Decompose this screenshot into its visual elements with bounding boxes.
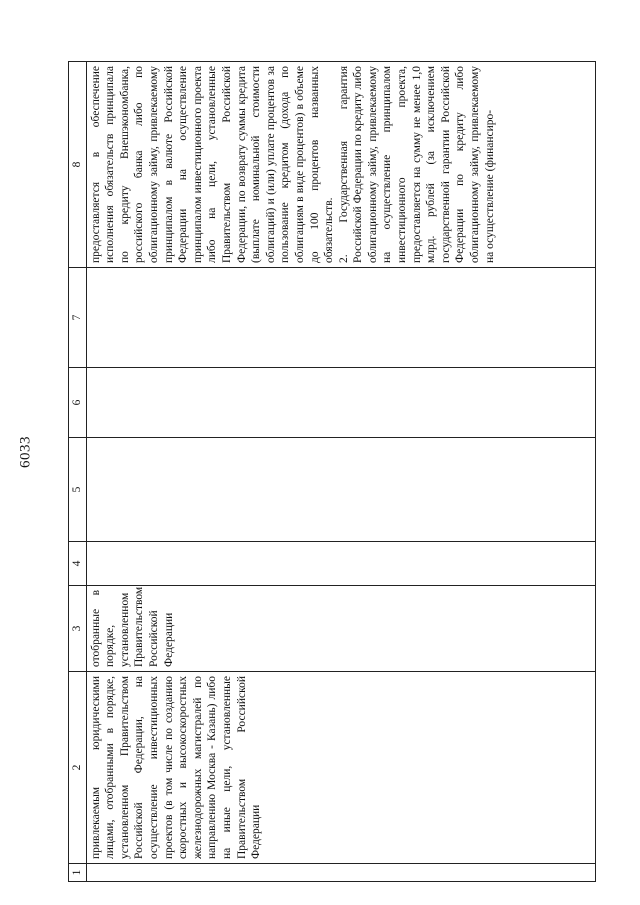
cell-col-7	[86, 268, 595, 368]
cell-col-2-purpose: привлекаемым юридическими лицами, отобранными в порядке, установленном Правительством Российской Федерации, на осуществление инвестиционных проектов (в том числе по созданию скоростных и высокоскоростных железнодорожных магистралей по направлению Москва - Казань) либо на иные цели, установленные Правительством Российской Федерации	[86, 672, 595, 864]
conditions-paragraph-1: предоставляется в обеспечение исполнения обязательств принципала по кредиту Внешэкономбанка, российского банка либо по облигационному займу, привлекаемому принципалом в валюте Российской Федерации на осуществление принципалом инвестиционного проекта либо на цели, установленные Правительством Российской Федерации, по возврату суммы кредита (выплате номинальной стоимости облигаций) и (или) уплате процентов за пользование кредитом (дохода по облигациям в виде процентов) в объеме до 100 процентов названных обязательств.	[89, 66, 336, 263]
table-row	[86, 62, 595, 882]
cell-col-1	[86, 864, 595, 882]
column-header-3: 3	[69, 586, 87, 672]
guarantee-table	[68, 61, 596, 882]
column-header-6: 6	[69, 368, 87, 438]
cell-col-8-conditions	[86, 62, 595, 268]
rotated-table-sheet	[68, 62, 596, 882]
column-header-8: 8	[69, 62, 87, 268]
column-header-2: 2	[69, 672, 87, 864]
header-row	[69, 62, 87, 882]
cell-col-3-principal: отобранные в порядке, установленном Правительством Российской Федерации	[86, 586, 595, 672]
page-number: 6033	[17, 436, 34, 468]
cell-col-5	[86, 438, 595, 542]
cell-col-6	[86, 368, 595, 438]
column-header-5: 5	[69, 438, 87, 542]
cell-col-4	[86, 542, 595, 586]
conditions-paragraph-2: 2. Государственная гарантия Российской Федерации по кредиту либо облигационному займу, привлекаемому на осуществление принципалом инвестиционного проекта, предоставляется на сумму не менее 1,0 млрд. рублей (за исключением государственной гарантии Российской Федерации по кредиту либо облигационному займу, привлекаемому на осуществление (финансиро-	[337, 66, 496, 263]
column-header-1: 1	[69, 864, 87, 882]
column-header-7: 7	[69, 268, 87, 368]
column-header-4: 4	[69, 542, 87, 586]
